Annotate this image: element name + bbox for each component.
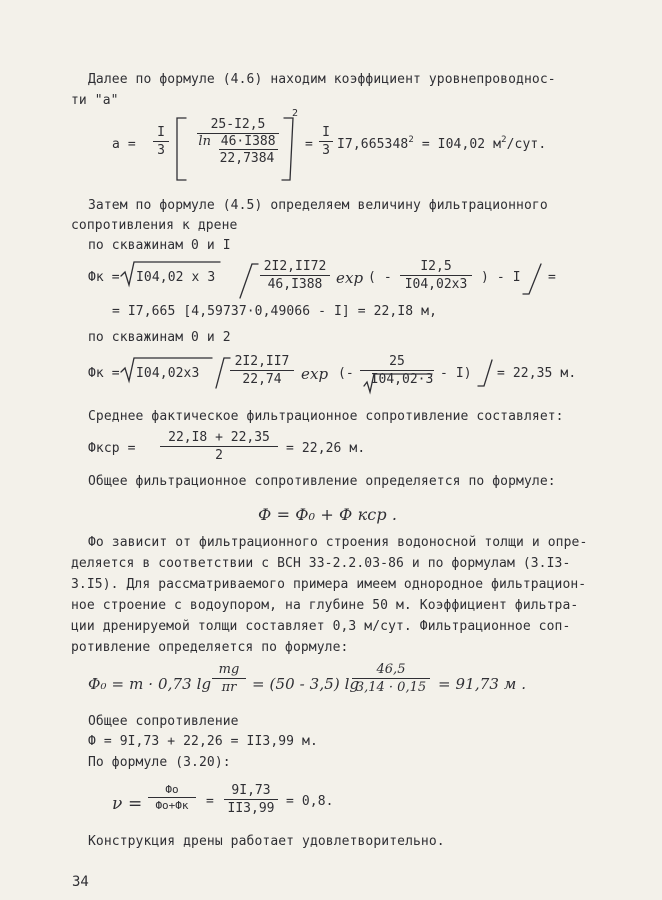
- f7-frac1: Фо Фо+Фк: [148, 783, 196, 812]
- f3-left-bracket-slash: [216, 358, 224, 388]
- f3-frac1: $\frac{2I2,II7}{22,74}$: [230, 354, 294, 387]
- f3-sqrt-sign: [121, 358, 212, 381]
- wells-0-1: по скважинам 0 и I: [88, 238, 231, 253]
- by-formula: По формуле (3.20):: [88, 755, 231, 770]
- f1-one-third: $\frac{I}{3}$: [153, 125, 169, 158]
- f2-left-bracket-slash: [240, 264, 252, 298]
- conclusion: Конструкция дрены работает удовлетворительно.: [88, 834, 445, 849]
- f6-frac2: $\frac{46,5}{3,14 \cdot 0,15}$: [352, 662, 430, 695]
- para2-line2: сопротивления к дрене: [71, 218, 238, 233]
- f2-frac1: $\frac{2I2,II72}{46,I388}$: [260, 259, 330, 292]
- f6-frac1: $\frac{mg}{\pi r}$: [212, 662, 246, 695]
- f3-inner-sqrt: [364, 374, 432, 392]
- f2-exp-open: ( -: [368, 270, 392, 285]
- f3-lhs: Фк =: [88, 366, 120, 381]
- f3-frac2: $\frac{25}{I04,02\cdot 3}$: [360, 354, 434, 387]
- f1-eq2: =: [305, 137, 313, 152]
- f1-left-bracket: [177, 118, 186, 180]
- total-resist-label: Общее сопротивление: [88, 714, 239, 729]
- total-resist-value: Ф = 9I,73 + 22,26 = II3,99 м.: [88, 734, 318, 749]
- f4-lhs: Фкср =: [88, 441, 136, 456]
- total-text: Общее фильтрационное сопротивление определяется по формуле:: [88, 474, 556, 489]
- f4-result: = 22,26 м.: [286, 441, 366, 456]
- f3-sqrt-arg: I04,02х3: [136, 366, 200, 381]
- f2-tail: =: [548, 270, 556, 285]
- f2-exp: exp: [336, 269, 364, 287]
- para3-line6: ротивление определяется по формуле:: [71, 640, 349, 655]
- f1-lhs: а =: [112, 137, 136, 152]
- para3-line5: ции дренируемой толщи составляет 0,3 м/сут. Фильтрационное соп-: [71, 619, 571, 634]
- f5-handwritten: Ф = Ф₀ + Ф кср .: [258, 505, 398, 524]
- para3-line1: Фо зависит от фильтрационного строения водоносной толщи и опре-: [88, 535, 588, 550]
- f1-ln-label: ln: [198, 134, 211, 149]
- f6-result: = 91,73 м .: [438, 675, 527, 693]
- f6-lhs: Ф₀ = m · 0,73 lg: [88, 675, 212, 693]
- f1-right-bracket: [282, 118, 293, 180]
- para1-line1: Далее по формуле (4.6) находим коэффициент уровнепроводнос-: [88, 72, 556, 87]
- f2-frac2: I2,5 I04,02х3: [400, 259, 472, 292]
- f3-exp-open: (-: [338, 366, 354, 381]
- para3-line3: 3.I5). Для рассматриваемого примера имеем однородное фильтрацион-: [71, 577, 587, 592]
- f7-lhs: ν =: [112, 794, 143, 814]
- f3-exp: exp: [301, 365, 329, 383]
- para2-line1: Затем по формуле (4.5) определяем величину фильтрационного: [88, 198, 548, 213]
- f1-ln-num: 46·I388: [220, 134, 276, 149]
- f3-exp-close: - I): [440, 366, 472, 381]
- f2-right-bracket: [523, 264, 541, 294]
- f6-mid: = (50 - 3,5) lg: [252, 675, 360, 693]
- f1-result: I7,665348$^2$ = I04,02 $м^2$/сут.: [337, 135, 547, 152]
- f1-inner-fraction: 25-I2,5 ln 46·I388 22,7384: [197, 117, 279, 166]
- para3-line4: ное строение с водоупором, на глубине 50 м. Коэффициент фильтра-: [71, 598, 579, 613]
- f4-frac: $\frac{22,I8 + 22,35}{2}$: [160, 430, 278, 463]
- f3-right-bracket: [478, 360, 492, 386]
- f7-result: = 0,8.: [286, 794, 334, 809]
- para3-line2: деляется в соответствии с ВСН 33-2.2.03-86 и по формулам (3.I3-: [71, 556, 571, 571]
- f2-lhs: Фк =: [88, 270, 120, 285]
- f7-eq: =: [206, 794, 214, 809]
- f1-inner-den: 22,7384: [219, 151, 275, 166]
- f1-power: 2: [292, 108, 299, 119]
- para1-line2: ти "а": [71, 93, 119, 108]
- f2-sqrt-sign: [121, 262, 220, 285]
- f2-exp-close: ) - I: [481, 270, 521, 285]
- f2-line2: = I7,665 [4,59737·0,49066 - I] = 22,I8 м,: [112, 304, 437, 319]
- f7-frac2: $\frac{9I,73}{II3,99}$: [224, 783, 278, 816]
- f2-sqrt-arg: I04,02 х 3: [136, 270, 216, 285]
- f1-one-third-b: $\frac{I}{3}$: [319, 125, 333, 158]
- avg-text: Среднее фактическое фильтрационное сопротивление составляет:: [88, 409, 564, 424]
- f3-result: = 22,35 м.: [497, 366, 577, 381]
- page-number: 34: [72, 874, 89, 890]
- wells-0-2: по скважинам 0 и 2: [88, 330, 231, 345]
